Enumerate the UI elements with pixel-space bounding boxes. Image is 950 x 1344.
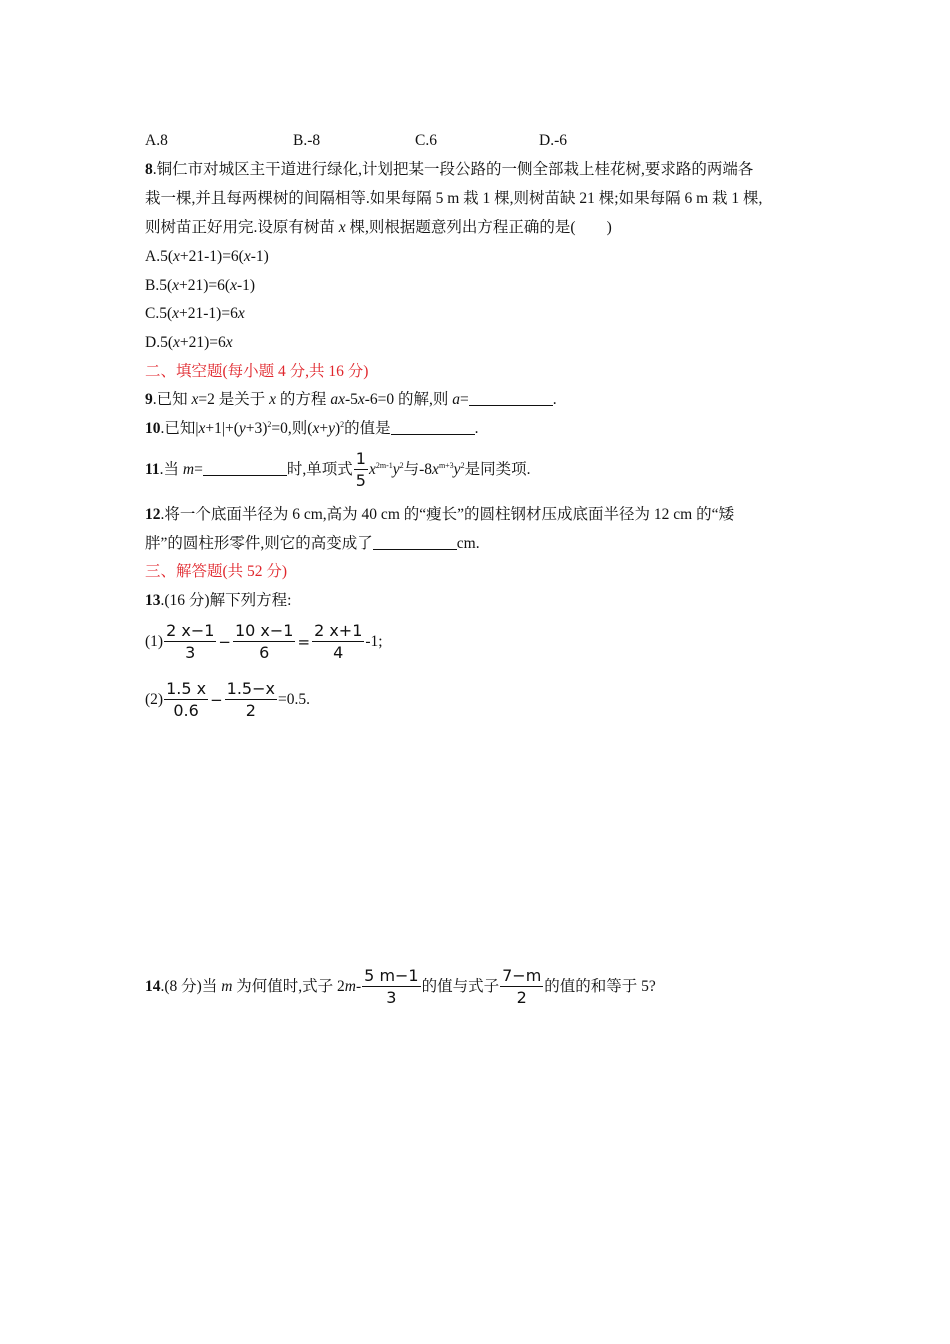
q7-option-d: D.-6	[539, 132, 567, 149]
q12-number: 12	[145, 506, 161, 523]
q8-text-3a: 则树苗正好用完.设原有树苗	[145, 219, 339, 236]
q7-option-a: A.8	[145, 132, 168, 149]
q11-number: 11	[145, 461, 160, 478]
q10-number: 10	[145, 420, 161, 437]
q13-part-1: (1) $\frac{2 x-1}{3}$ − $\frac{10 x-1}{6}$ = $\frac{2 x+1}{4}$ -1;	[145, 621, 383, 663]
q14: 14.(8 分)当 m 为何值时,式子 2m- $\frac{5 m-1}{3}$ 的值与式子 $\frac{7-m}{2}$ 的值的和等于 5?	[145, 966, 656, 1008]
q8-number: 8	[145, 161, 153, 178]
q8-line-1	[145, 160, 753, 180]
section-3-heading: 三、解答题(共 52 分)	[145, 563, 288, 580]
q13-p2-fraction-1: $\frac{1.5 x}{0.6}$	[166, 679, 207, 721]
section-2-heading: 二、填空题(每小题 4 分,共 16 分)	[145, 363, 369, 380]
q8-line-2	[145, 189, 762, 209]
q10: 10.已知$|x+1|+(y+3)^2=0$,则$(x+y)^2$的值是 .	[145, 420, 479, 437]
q14-fraction-1: $\frac{5 m-1}{3}$	[364, 966, 419, 1008]
q14-number: 14	[145, 978, 161, 995]
q8-option-b: B.5(x+21)=6(x-1)	[145, 277, 256, 294]
q14-fraction-2: $\frac{7-m}{2}$	[502, 966, 542, 1008]
q13-number: 13	[145, 592, 161, 609]
q9-answer-blank[interactable]	[469, 390, 553, 406]
q8-line-3	[145, 218, 612, 238]
q11-fraction: $\frac{1}{5}$	[355, 449, 366, 491]
q8-option-c: C.5(x+21-1)=6x	[145, 305, 245, 322]
q8-text-1: .铜仁市对城区主干道进行绿化,计划把某一段公路的一侧全部栽上桂花树,要求路的两端各	[152, 161, 754, 178]
q12-line-2: 胖”的圆柱形零件,则它的高变成了 cm.	[145, 535, 480, 552]
q8-text-2: 栽一棵,并且每两棵树的间隔相等.如果每隔 5 m 栽 1 棵,则树苗缺 21 棵;如果每隔 6 m 栽 1 棵,	[145, 190, 763, 207]
q9-number: 9	[145, 391, 153, 408]
q13-p2-fraction-2: $\frac{1.5-x}{2}$	[226, 679, 275, 721]
q7-option-c: C.6	[415, 132, 437, 149]
q13-p1-fraction-2: $\frac{10 x-1}{6}$	[234, 621, 294, 663]
q11-answer-blank[interactable]	[203, 460, 287, 476]
q13-prompt: 13.(16 分)解下列方程:	[145, 592, 292, 609]
q12-answer-blank[interactable]	[373, 534, 457, 550]
q8-option-a: A.5(x+21-1)=6(x-1)	[145, 248, 269, 265]
q11: 11.当 m= 时,单项式 $\frac{1}{5}$ $x^{2m-1}y^2$与$-8x^{m+3}y^2$是同类项.	[145, 449, 531, 491]
q8-option-d: D.5(x+21)=6x	[145, 334, 233, 351]
q12-line-1: 12.将一个底面半径为 6 cm,高为 40 cm 的“瘦长”的圆柱钢材压成底面半径为 12 cm 的“矮	[145, 506, 734, 523]
q9: 9.已知 x=2 是关于 x 的方程 ax-5x-6=0 的解,则 a= .	[145, 391, 557, 408]
q13-part-2: (2) $\frac{1.5 x}{0.6}$ − $\frac{1.5-x}{2}$ =0.5.	[145, 679, 310, 721]
q7-options	[145, 131, 785, 151]
q8-var-x: x	[338, 219, 346, 236]
q8-text-3b: 棵,则根据题意列出方程正确的是( )	[345, 219, 612, 236]
q13-p1-fraction-1: $\frac{2 x-1}{3}$	[166, 621, 215, 663]
q10-answer-blank[interactable]	[391, 419, 475, 435]
q7-option-b: B.-8	[293, 132, 321, 149]
q13-p1-fraction-3: $\frac{2 x+1}{4}$	[314, 621, 363, 663]
